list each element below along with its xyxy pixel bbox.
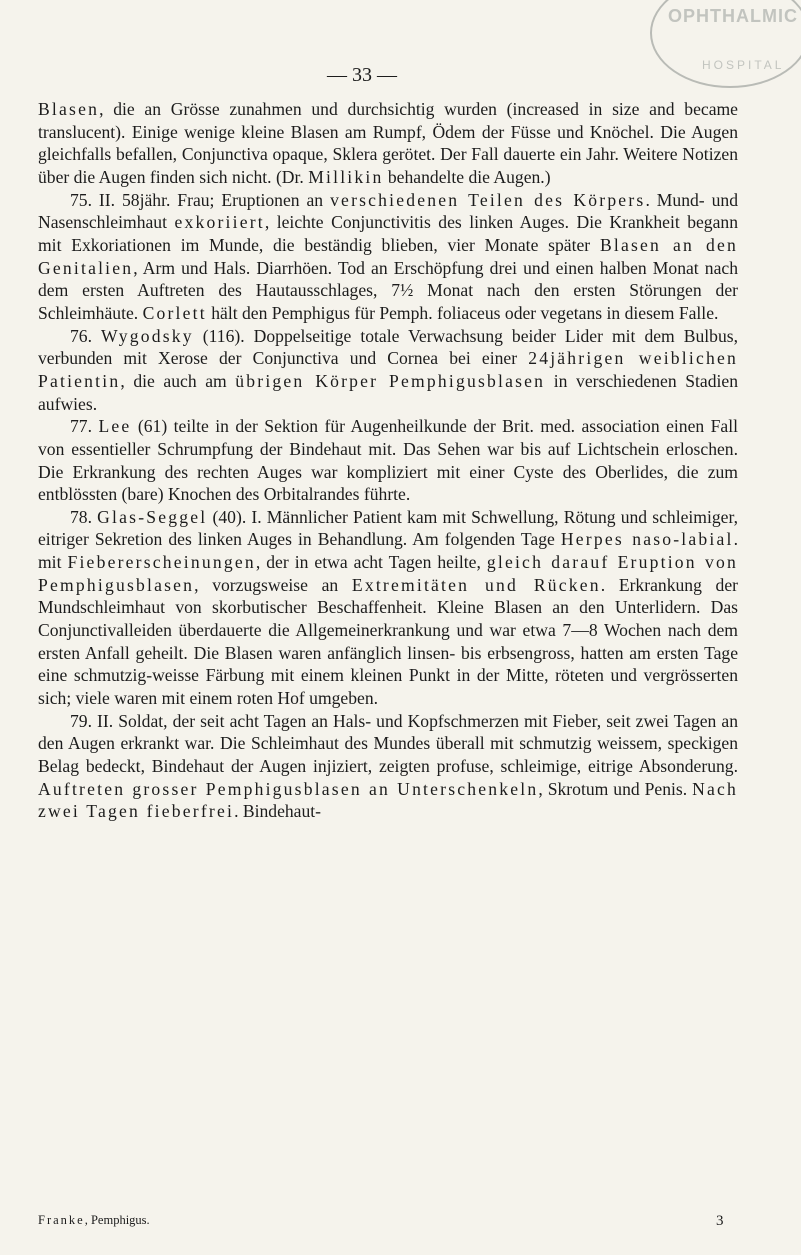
text-run: , Arm und Hals. Diarrhöen. Tod an Erschöpfung drei und einen halben Monat nach dem ersten Auftreten des Hautausschlages, 7½ Monat nach den ersten Störungen der Schleimhäute. (38, 257, 738, 323)
spaced-text: exkoriiert (174, 212, 265, 233)
spaced-text: Fiebererscheinungen (67, 552, 256, 573)
text-run: 76. (70, 325, 101, 346)
spaced-text: Wygodsky (101, 325, 194, 346)
spaced-text: Auftreten grosser Pemphigusblasen an Unterschenkeln (38, 778, 539, 799)
paragraph (38, 98, 738, 189)
paragraph (38, 710, 738, 823)
signature-title: , Pemphigus. (84, 1213, 150, 1227)
text-run: (40). I. Männlicher Patient kam mit Schwellung, Rötung und schleimiger, eitriger Sekretion des linken Auges in Behandlung. Am folgenden Tage (38, 506, 739, 550)
text-run: hält den Pemphigus für Pemph. foliaceus oder vegetans in diesem Falle. (206, 302, 719, 323)
spaced-text: Millikin (308, 166, 384, 187)
sheet-number: 3 (716, 1213, 724, 1229)
spaced-text: übrigen Körper Pemphigusblasen (235, 370, 546, 391)
text-run: . Bindehaut- (234, 801, 322, 822)
text-run: (61) teilte in der Sektion für Augenheilkunde der Brit. med. association einen Fall von essentieller Schrumpfung der Bindehaut mit. Das Sehen war bis auf Lichtschein erloschen. Die Erkrankung des rechten Auges war kompliziert mit einer Cyste des Oberlides, die zum entblössten (bare) Knochen des Orbitalrandes führte. (38, 416, 739, 505)
body-text (38, 98, 738, 823)
text-run: . Erkrankung der Mundschleimhaut von skorbutischer Beschaffenheit. Kleine Blasen an den Unterlidern. Das Conjunctivalleiden überdauerte die Allgemeinerkrankung und war etwa 7—8 Wochen nach dem ersten Anfall geheilt. Die Blasen waren anfänglich linsen- bis erbsengross, hatten am ersten Tage eine schmutzig-weisse Färbung mit einem kleinen Punkt in der Mitte, röteten und vergrösserten sich; viele waren mit einem roten Hof umgeben. (38, 574, 738, 709)
spaced-text: Blasen an den Genitalien (38, 234, 739, 278)
library-stamp-text: OPHTHALMIC (668, 6, 798, 26)
text-run: , die auch am (120, 370, 236, 391)
text-run: 78. (70, 506, 98, 527)
spaced-text: 24jährigen weiblichen Patientin (38, 348, 738, 391)
text-run: 75. II. 58jähr. Frau; Eruptionen an (70, 189, 331, 210)
spaced-text: Blasen (38, 99, 100, 119)
text-run: . Mund- und Nasenschleimhaut (38, 189, 739, 233)
text-run: , die an Grösse zunahmen und durchsichtig wurden (increased in size and became translucent). Einige wenige kleine Blasen am Rumpf, Ödem der Füsse und Knöchel. Die Augen gleichfalls befallen, Conjunctiva opaque, Sklera gerötet. Der Fall dauerte ein Jahr. Weitere Notizen über die Augen finden sich nicht. (Dr. (38, 99, 738, 187)
text-run: . mit (38, 529, 738, 573)
spaced-text: Glas-Seggel (97, 506, 208, 527)
paragraph (38, 415, 738, 506)
text-run: , Skrotum und Penis. (538, 778, 693, 799)
text-run: , der in etwa acht Tagen heilte, (255, 552, 487, 573)
text-run: in verschiedenen Stadien aufwies. (38, 370, 738, 414)
paragraph (38, 325, 738, 416)
spaced-text: gleich darauf Eruption von Pemphigusblasen (38, 552, 738, 595)
signature-line (38, 1213, 150, 1228)
text-run: (116). Doppelseitige totale Verwachsung beider Lider mit dem Bulbus, verbunden mit Xerose der Conjunctiva und Cornea bei einer (38, 325, 738, 369)
spaced-text: verschiedenen Teilen des Körpers (330, 189, 646, 210)
text-run: 77. (70, 416, 99, 437)
text-run: , leichte Conjunctivitis des linken Auges. Die Krankheit begann mit Exkoriationen im Munde, die beständig blieben, vier Monate später (38, 212, 739, 255)
spaced-text: Nach zwei Tagen fieberfrei (38, 778, 738, 822)
paragraph (38, 189, 738, 325)
spaced-text: Extremitäten und Rücken (351, 574, 601, 595)
spaced-text: Herpes naso-labial (560, 529, 734, 550)
page-number: — 33 — (327, 64, 397, 86)
text-run: 79. II. Soldat, der seit acht Tagen an Hals- und Kopfschmerzen mit Fieber, seit zwei Tagen an den Augen erkrankt war. Die Schleimhaut des Mundes überall mit schmutzig weissem, speckigen Belag bedeckt, Bindehaut der Augen injiziert, zeigten profuse, schleimige, eitrige Absonderung. (38, 710, 738, 777)
spaced-text: Corlett (142, 302, 207, 323)
spaced-text: Lee (98, 416, 132, 437)
text-run: behandelte die Augen.) (383, 166, 551, 187)
paragraph (38, 506, 738, 710)
text-run: , vorzugsweise an (194, 574, 352, 595)
library-stamp-text-2: HOSPITAL (702, 58, 785, 72)
signature-author: Franke (38, 1213, 85, 1227)
